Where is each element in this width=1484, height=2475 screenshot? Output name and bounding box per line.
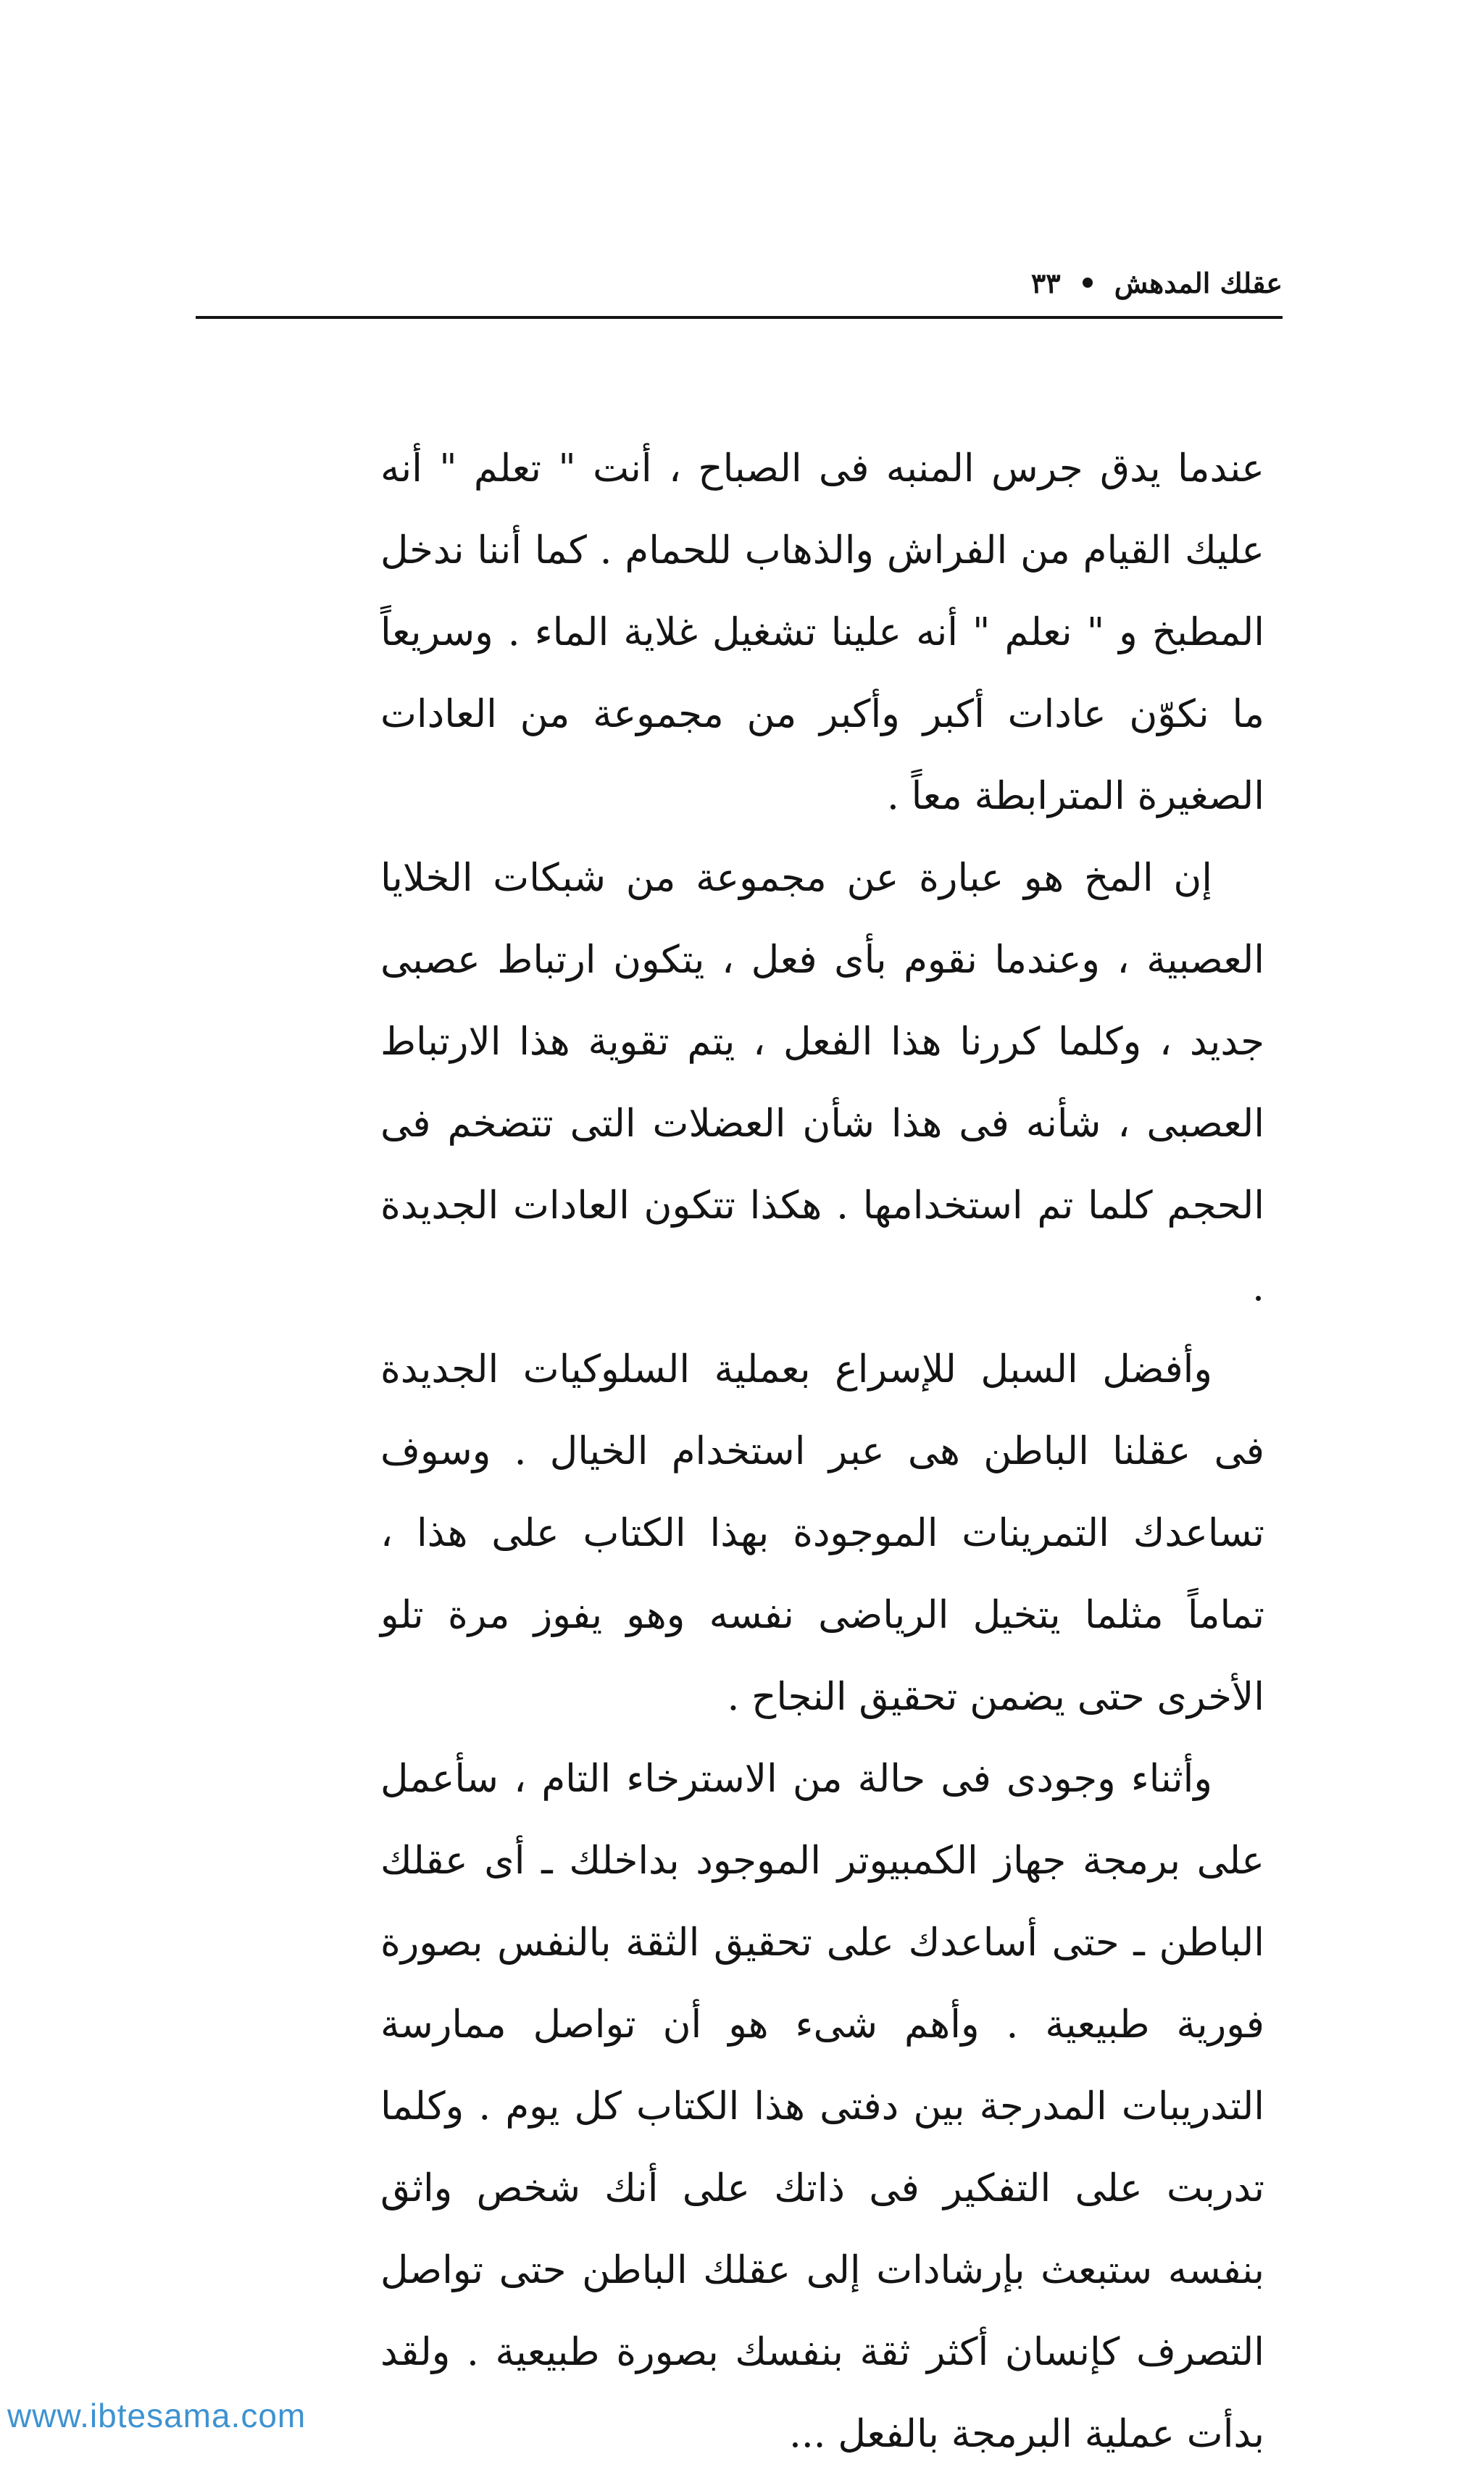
watermark-url: www.ibtesama.com xyxy=(7,2397,307,2434)
body-text xyxy=(380,428,1264,2475)
paragraph: إن المخ هو عبارة عن مجموعة من شبكات الخلايا العصبية ، وعندما نقوم بأى فعل ، يتكون ارتباط عصبى جديد ، وكلما كررنا هذا الفعل ، يتم تقوية هذا الارتباط العصبى ، شأنه فى هذا شأن العضلات التى تتضخم فى الحجم كلما تم استخدامها . هكذا تتكون العادات الجديدة . xyxy=(380,856,1265,1310)
paragraph: وأفضل السبل للإسراع بعملية السلوكيات الجديدة فى عقلنا الباطن هى عبر استخدام الخيال . وسوف تساعدك التمرينات الموجودة بهذا الكتاب على هذا ، تماماً مثلما يتخيل الرياضى نفسه وهو يفوز مرة تلو الأخرى حتى يضمن تحقيق النجاح . xyxy=(380,1347,1264,1719)
bullet-separator xyxy=(1083,278,1093,288)
page-number: ٣٣ xyxy=(1030,266,1061,299)
running-header xyxy=(196,257,1283,308)
book-title: عقلك المدهش xyxy=(1114,266,1283,299)
paragraph: وأثناء وجودى فى حالة من الاسترخاء التام ، سأعمل على برمجة جهاز الكمبيوتر الموجود بداخلك ـ أى عقلك الباطن ـ حتى أساعدك على تحقيق الثقة بالنفس بصورة فورية طبيعية . وأهم شىء هو أن تواصل ممارسة التدريبات المدرجة بين دفتى هذا الكتاب كل يوم . وكلما تدربت على التفكير فى ذاتك على أنك شخص واثق بنفسه ستبعث بإرشادات إلى عقلك الباطن حتى تواصل التصرف كإنسان أكثر ثقة بنفسك بصورة طبيعية . ولقد بدأت عملية البرمجة بالفعل ... xyxy=(380,1757,1264,2456)
paragraph: عندما يدق جرس المنبه فى الصباح ، أنت " تعلم " أنه عليك القيام من الفراش والذهاب للحمام . كما أننا ندخل المطبخ و " نعلم " أنه علينا تشغيل غلاية الماء . وسريعاً ما نكوّن عادات أكبر وأكبر من مجموعة من العادات الصغيرة المترابطة معاً . xyxy=(380,446,1264,818)
header-rule xyxy=(196,316,1283,319)
